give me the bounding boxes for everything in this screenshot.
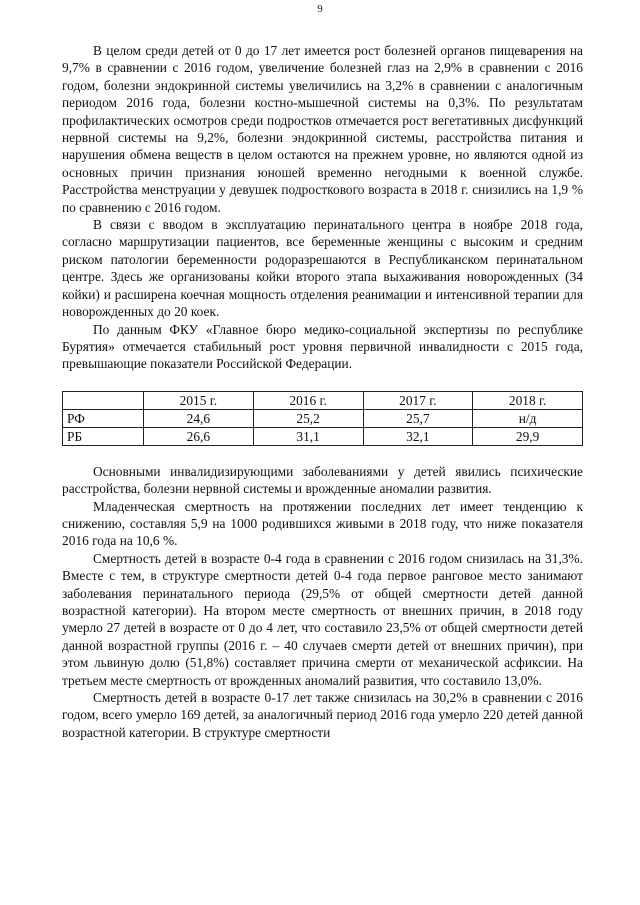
table-column-header: 2015 г. (144, 391, 254, 409)
table-row (63, 409, 583, 427)
table-column-header: 2016 г. (253, 391, 363, 409)
body-text (62, 42, 583, 741)
paragraph-mortality-0-17: Смертность детей в возрасте 0-17 лет также снизилась на 30,2% в сравнении с 2016 годом, всего умерло 169 детей, за аналогичный период 2016 года умерло 220 детей данной возрастной категории. В структуре смертности (62, 690, 583, 740)
table-cell: 31,1 (253, 427, 363, 445)
paragraph-perinatal-center: В связи с вводом в эксплуатацию перинатального центра в ноябре 2018 года, согласно маршрутизации пациентов, все беременные женщины с высоким и средним риском патологии беременности родоразрешаются в Республиканском перинатальном центре. Здесь же организованы койки второго этапа выхаживания новорожденных (34 койки) и расширена коечная мощность отделения реанимации и интенсивной терапии для новорожденных до 20 коек. (62, 217, 583, 320)
table-cell: н/д (473, 409, 583, 427)
disability-table (62, 391, 583, 446)
table-column-header: 2017 г. (363, 391, 473, 409)
table-cell: 25,7 (363, 409, 473, 427)
paragraph-disability-growth: По данным ФКУ «Главное бюро медико-социальной экспертизы по республике Бурятия» отмечается стабильный рост уровня первичной инвалидности с 2015 года, превышающие показатели Российской Федерации. (62, 321, 583, 372)
table-cell: 29,9 (473, 427, 583, 445)
table-cell: 26,6 (144, 427, 254, 445)
paragraph-disabling-diseases: Основными инвалидизирующими заболеваниями у детей явились психические расстройства, болезни нервной системы и врожденные аномалии развития. (62, 463, 583, 497)
table-cell: 25,2 (253, 409, 363, 427)
table-corner-cell (63, 391, 144, 409)
table-row-label: РФ (63, 409, 144, 427)
page-number: 9 (317, 3, 323, 15)
paragraph-mortality-0-4: Смертность детей в возрасте 0-4 года в сравнении с 2016 годом снизилась на 31,3%. Вместе с тем, в структуре смертности детей 0-4 года первое ранговое место занимают заболевания перинатального периода (29,5% от общей смертности детей данной возрастной категории). На втором месте смертность от внешних причин, в 2018 году умерло 27 детей в возрасте от 0 до 4 лет, что составило 23,5% от общей смертности детей данной возрастной группы (2016 г. – 40 случаев смерти детей от внешних причин), при этом львиную долю (51,8%) составляет причина смерти от механической асфиксии. На третьем месте смертность от врожденных аномалий развития, что составило 13,0%. (62, 550, 583, 688)
table-column-header: 2018 г. (473, 391, 583, 409)
paragraph-infant-mortality: Младенческая смертность на протяжении последних лет имеет тенденцию к снижению, составляя 5,9 на 1000 родившихся живыми в 2018 году, что ниже показателя 2016 года на 10,6 %. (62, 498, 583, 549)
paragraph-digestive-diseases: В целом среди детей от 0 до 17 лет имеется рост болезней органов пищеварения на 9,7% в сравнении с 2016 годом, увеличение болезней глаз на 2,9% в сравнении с 2016 годом, болезни эндокринной системы увеличились на 3,2% в сравнении с аналогичным периодом 2016 года, болезни костно-мышечной системы на 0,3%. По результатам профилактических осмотров среди подростков отмечается рост вегетативных дисфункций нервной системы на 9,2%, болезни эндокринной системы, расстройства питания и нарушения обмена веществ в целом остаются на прежнем уровне, но являются одной из основных причин признания юношей временно негодными к военной службе. Расстройства менструации у девушек подросткового возраста в 2018 г. снизились на 1,9 % по сравнению с 2016 годом. (62, 43, 583, 215)
table-row (63, 427, 583, 445)
table-cell: 32,1 (363, 427, 473, 445)
table-row-label: РБ (63, 427, 144, 445)
table-header-row (63, 391, 583, 409)
table-cell: 24,6 (144, 409, 254, 427)
